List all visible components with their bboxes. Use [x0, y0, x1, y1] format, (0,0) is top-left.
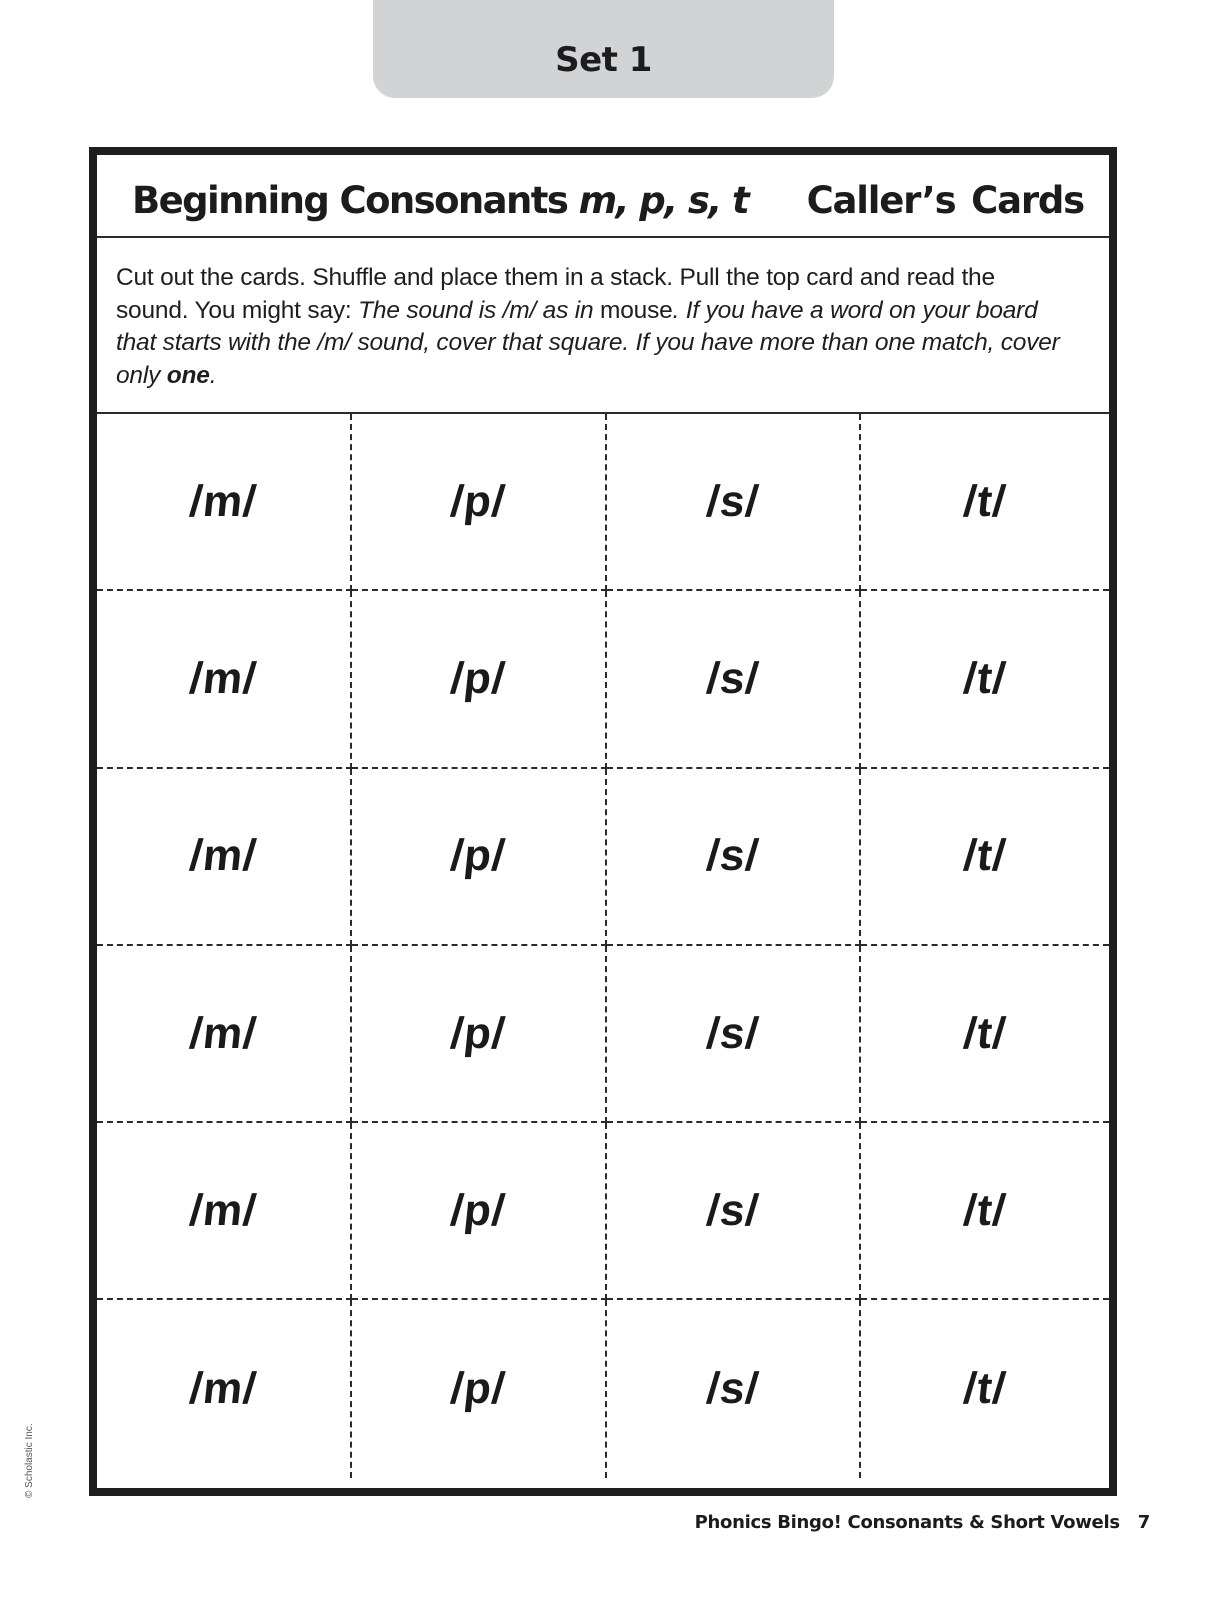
card-sound: /s/: [704, 476, 762, 526]
callers-cards-sheet: [89, 147, 1117, 1496]
card[interactable]: [97, 769, 352, 946]
card-sound: /p/: [448, 1185, 509, 1235]
card[interactable]: [607, 414, 861, 591]
card-sound: /p/: [448, 653, 509, 703]
card[interactable]: [97, 1300, 352, 1477]
card[interactable]: [861, 591, 1109, 768]
card[interactable]: [861, 1300, 1109, 1477]
card-sound: /t/: [961, 831, 1009, 881]
card[interactable]: [607, 591, 861, 768]
book-title: Phonics Bingo! Consonants & Short Vowels: [694, 1512, 1120, 1533]
instructions-text-4: . If you have a word on your board that starts with the /m/ sound, cover that square. If you have more than one match, cover only: [116, 296, 1060, 389]
card[interactable]: [352, 414, 607, 591]
card-sound: /p/: [448, 1364, 509, 1414]
card[interactable]: [607, 1123, 861, 1300]
card[interactable]: [861, 1123, 1109, 1300]
card-sound: /m/: [187, 476, 260, 526]
instructions: [97, 238, 1109, 414]
card-sound: /s/: [704, 1008, 762, 1058]
card[interactable]: [97, 591, 352, 768]
card-sound: /t/: [961, 1008, 1009, 1058]
card-sound: /p/: [448, 1008, 509, 1058]
page-title: [132, 179, 748, 222]
set-label: Set 1: [555, 40, 652, 80]
card-sound: /m/: [187, 831, 260, 881]
card[interactable]: [861, 946, 1109, 1123]
card-sound: /m/: [187, 653, 260, 703]
instructions-text-1: Cut out the cards. Shuffle and place them in a stack. Pull the top card and read the sound. You might say:: [116, 264, 995, 324]
card-sound: /m/: [187, 1364, 260, 1414]
card[interactable]: [861, 769, 1109, 946]
card-sound: /t/: [961, 1185, 1009, 1235]
card-sound: /t/: [961, 1364, 1009, 1414]
card[interactable]: [607, 769, 861, 946]
card[interactable]: [861, 414, 1109, 591]
title-letters: m, p, s, t: [578, 179, 749, 222]
card-sound: /p/: [448, 831, 509, 881]
card[interactable]: [352, 769, 607, 946]
instructions-text-5: one: [166, 361, 210, 389]
copyright-notice: © Scholastic Inc.: [24, 1423, 35, 1498]
card-sound: /s/: [704, 1185, 762, 1235]
card[interactable]: [607, 1300, 861, 1477]
card[interactable]: [97, 414, 352, 591]
instructions-text-6: .: [209, 361, 217, 389]
card-sound: /m/: [187, 1008, 260, 1058]
page-number: 7: [1137, 1512, 1150, 1533]
instructions-text-3: mouse: [593, 296, 673, 324]
instructions-text-2: The sound is /m/ as in: [358, 296, 594, 324]
card-sound: /t/: [961, 476, 1009, 526]
page-subtitle: Caller’s Cards: [806, 179, 1084, 222]
title-row: [97, 155, 1109, 238]
card-sound: /t/: [961, 653, 1009, 703]
card-sound: /s/: [704, 831, 762, 881]
card[interactable]: [352, 1300, 607, 1477]
card-sound: /p/: [448, 476, 509, 526]
card-sound: /m/: [187, 1185, 260, 1235]
card[interactable]: [97, 946, 352, 1123]
set-tab: [373, 0, 834, 98]
card[interactable]: [352, 591, 607, 768]
card[interactable]: [352, 946, 607, 1123]
page-footer: [695, 1512, 1150, 1533]
card-grid: [97, 414, 1109, 1478]
card[interactable]: [607, 946, 861, 1123]
card[interactable]: [352, 1123, 607, 1300]
title-prefix: Beginning Consonants: [132, 179, 568, 222]
card-sound: /s/: [704, 653, 762, 703]
card-sound: /s/: [704, 1364, 762, 1414]
card[interactable]: [97, 1123, 352, 1300]
